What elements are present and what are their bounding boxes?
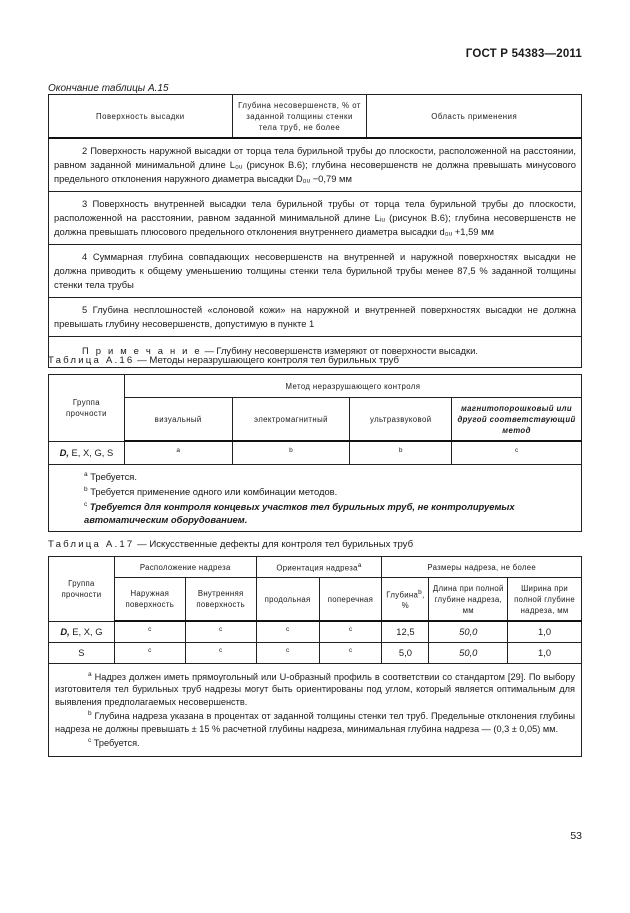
col-header-location: Расположение надреза bbox=[114, 557, 256, 578]
table-row bbox=[49, 642, 582, 663]
table-header-row bbox=[49, 375, 582, 398]
footnote-row bbox=[49, 464, 582, 531]
col-header-orientation: Ориентация надреза$^a$ bbox=[256, 557, 382, 578]
cell-mark: b bbox=[350, 441, 452, 464]
row-text: 5 Глубина несплошностей «слоновой кожи» на наружной и внутренней поверхностях высадки не должна превышать глубину несовершенств, допустимую в пункте 1 bbox=[54, 304, 576, 329]
table-title bbox=[48, 355, 399, 366]
col-header: магнитопорошковый или другой соответствующий метод bbox=[452, 398, 582, 442]
footnote: $^a$ Требуется. bbox=[84, 470, 137, 482]
footnote: $^b$ Требуется применение одного или комбинации методов. bbox=[84, 485, 338, 497]
table-row bbox=[49, 441, 582, 464]
row-text: 3 Поверхность внутренней высадки тела бурильной трубы от торца тела бурильной трубы до плоскости, расположенной на расстоянии, равном заданной минимальной длине Lᵢᵤ (рисунок В.6); глубина несовершенств не должна превышать плюсового предельного отклонения внутреннего диаметра высадки d₀ᵤ +1,59 мм bbox=[54, 198, 576, 237]
table-a16 bbox=[48, 374, 582, 532]
cell-mark: c bbox=[114, 642, 185, 663]
footnote: $^b$ Глубина надреза указана в процентах от заданной толщины стенки тел труб. Предельные отклонения глубины надреза не должны превышать ± 15 % расчетной глубины надреза, минимальная глубина надреза — (0,3 ± 0,05) мм. bbox=[55, 710, 575, 734]
col-header: Глубина несовершенств, % от заданной толщины стенки тела труб, не более bbox=[232, 95, 367, 139]
page-number: 53 bbox=[570, 830, 582, 842]
table-label: Таблица А.16 bbox=[48, 355, 135, 366]
cell-mark: c bbox=[319, 642, 382, 663]
cell-length: 50,0 bbox=[429, 642, 508, 663]
col-header-depth: Глубина$^b$, % bbox=[382, 578, 429, 622]
col-header: Длина при полной глубине надреза, мм bbox=[429, 578, 508, 622]
col-header: Поверхность высадки bbox=[49, 95, 233, 139]
table-caption: Окончание таблицы А.15 bbox=[48, 83, 169, 94]
table-header-row bbox=[49, 557, 582, 578]
standard-header: ГОСТ Р 54383—2011 bbox=[465, 48, 582, 60]
note-label: П р и м е ч а н и е bbox=[82, 345, 202, 356]
table-title-text: — Искусственные дефекты для контроля тел бурильных труб bbox=[137, 539, 414, 550]
table-row bbox=[49, 192, 582, 245]
col-header: продольная bbox=[256, 578, 319, 622]
group-cell: D, E, X, G, S bbox=[49, 441, 125, 464]
cell-mark: c bbox=[256, 642, 319, 663]
col-header: Область применения bbox=[367, 95, 582, 139]
col-header: Наружная поверхность bbox=[114, 578, 185, 622]
cell-mark: c bbox=[452, 441, 582, 464]
col-header: ультразвуковой bbox=[350, 398, 452, 442]
cell-length: 50,0 bbox=[429, 621, 508, 642]
group-cell: D, E, X, G bbox=[49, 621, 115, 642]
cell-mark: c bbox=[256, 621, 319, 642]
footnote: $^c$ Требуется. bbox=[88, 737, 140, 749]
table-header-row bbox=[49, 578, 582, 622]
table-a15 bbox=[48, 94, 582, 368]
cell-mark: c bbox=[185, 642, 256, 663]
table-title bbox=[48, 539, 413, 550]
col-header: электромагнитный bbox=[232, 398, 350, 442]
col-header: Внутренняя поверхность bbox=[185, 578, 256, 622]
col-header: визуальный bbox=[124, 398, 232, 442]
table-row bbox=[49, 621, 582, 642]
note-text: — Глубину несовершенств измеряют от поверхности высадки. bbox=[204, 345, 478, 356]
cell-depth: 12,5 bbox=[382, 621, 429, 642]
footnote-row bbox=[49, 663, 582, 756]
table-row bbox=[49, 245, 582, 298]
row-text: 2 Поверхность наружной высадки от торца тела бурильной трубы до плоскости, расположенной на расстоянии, равном заданной минимальной длине L₀ᵤ (рисунок В.6); глубина несовершенств не должна превышать минусового предельного отклонения наружного диаметра высадки D₀ᵤ −0,79 мм bbox=[54, 145, 576, 184]
col-header: поперечная bbox=[319, 578, 382, 622]
cell-mark: c bbox=[319, 621, 382, 642]
cell-mark: c bbox=[114, 621, 185, 642]
col-header: Ширина при полной глубине надреза, мм bbox=[508, 578, 582, 622]
group-cell: S bbox=[49, 642, 115, 663]
row-text: 4 Суммарная глубина совпадающих несовершенств на внутренней и наружной поверхностях высадки не должна приводить к общему уменьшению толщины стенки тела бурильной трубы менее 87,5 % заданной толщины стенки тела трубы bbox=[54, 251, 576, 290]
footnote: $^a$ Надрез должен иметь прямоугольный или U-образный профиль в соответствии со стандартом [29]. По выбору изготовителя тел бурильных труб надрезы могут быть ориентированы под углом, который является оптимальным для выявления предполагаемых несовершенств. bbox=[55, 670, 575, 707]
table-label: Таблица А.17 bbox=[48, 539, 135, 550]
table-header-row bbox=[49, 95, 582, 139]
cell-depth: 5,0 bbox=[382, 642, 429, 663]
table-a17 bbox=[48, 556, 582, 757]
table-row bbox=[49, 298, 582, 337]
col-header-method: Метод неразрушающего контроля bbox=[124, 375, 581, 398]
cell-mark: c bbox=[185, 621, 256, 642]
table-title-text: — Методы неразрушающего контроля тел бурильных труб bbox=[137, 355, 400, 366]
cell-width: 1,0 bbox=[508, 621, 582, 642]
table-row bbox=[49, 138, 582, 192]
cell-mark: a bbox=[124, 441, 232, 464]
footnote: $^c$ Требуется для контроля концевых участков тел бурильных труб, не контролируемых автоматическим оборудованием. bbox=[84, 500, 515, 525]
col-header-group: Группа прочности bbox=[49, 375, 125, 442]
col-header-group: Группа прочности bbox=[49, 557, 115, 622]
cell-mark: b bbox=[232, 441, 350, 464]
cell-width: 1,0 bbox=[508, 642, 582, 663]
table-header-row bbox=[49, 398, 582, 442]
col-header-size: Размеры надреза, не более bbox=[382, 557, 582, 578]
